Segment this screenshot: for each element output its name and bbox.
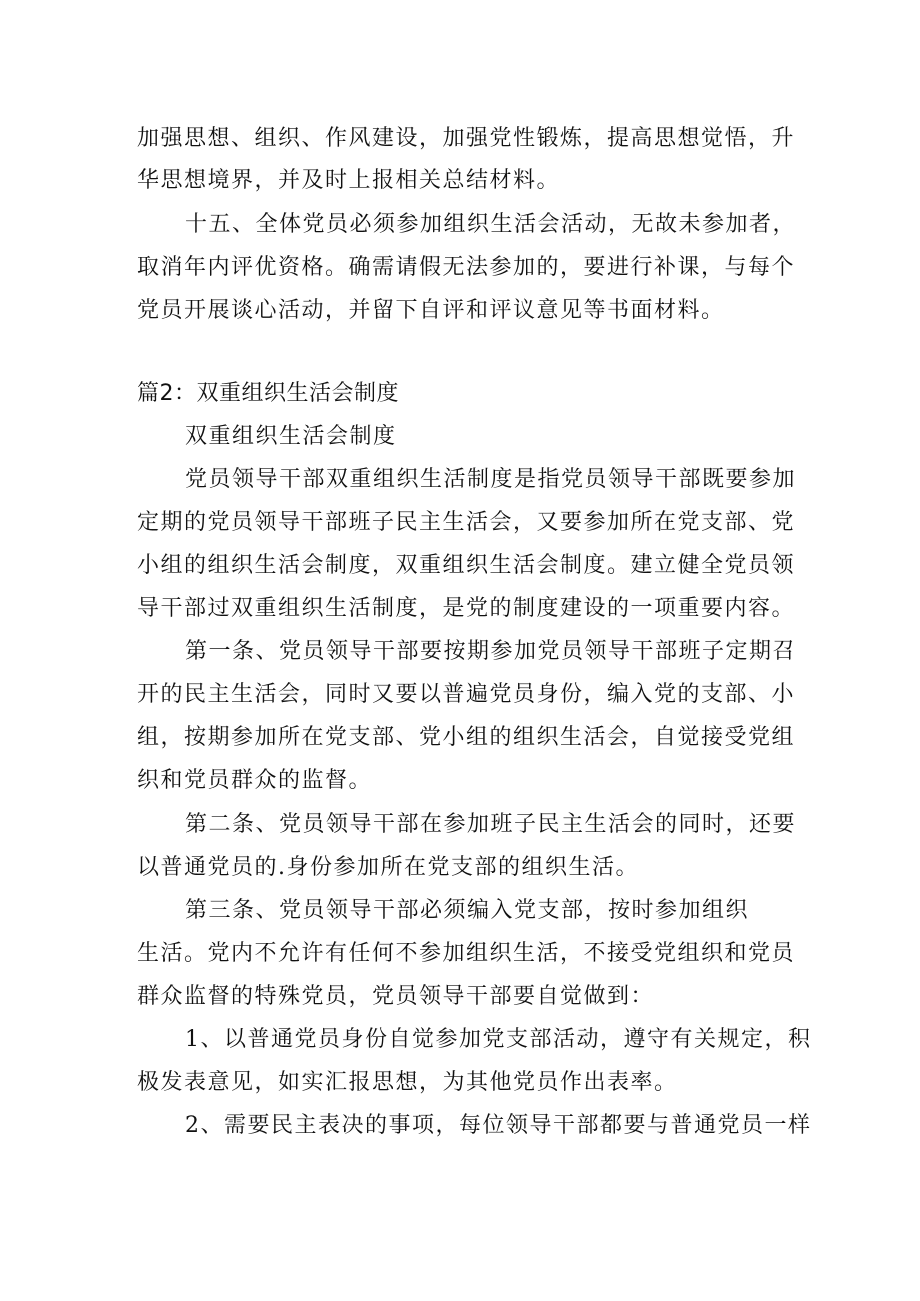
text-line: 定期的党员领导干部班子民主生活会，又要参加所在党支部、党 [137, 510, 796, 535]
text-line: 十五、全体党员必须参加组织生活会活动，无故未参加者， [185, 212, 797, 237]
text-line: 群众监督的特殊党员，党员领导干部要自觉做到： [137, 984, 655, 1009]
section-heading: 篇2：双重组织生活会制度 [137, 381, 399, 406]
text-line: 极发表意见，如实汇报思想，为其他党员作出表率。 [137, 1070, 678, 1095]
text-line: 党员开展谈心活动，并留下自评和评议意见等书面材料。 [137, 298, 725, 323]
text-line: 小组的组织生活会制度，双重组织生活会制度。建立健全党员领 [137, 553, 796, 578]
text-line: 2、需要民主表决的事项，每位领导干部都要与普通党员一样 [185, 1113, 812, 1138]
text-line: 党员领导干部双重组织生活制度是指党员领导干部既要参加 [185, 467, 797, 492]
text-line: 组，按期参加所在党支部、党小组的组织生活会，自觉接受党组 [137, 725, 796, 750]
text-line: 织和党员群众的监督。 [137, 768, 373, 793]
section-subtitle: 双重组织生活会制度 [185, 424, 397, 449]
text-line: 1、以普通党员身份自觉参加党支部活动，遵守有关规定，积 [185, 1027, 812, 1052]
text-line: 导干部过双重组织生活制度，是党的制度建设的一项重要内容。 [137, 596, 796, 621]
text-line: 以普通党员的.身份参加所在党支部的组织生活。 [137, 855, 639, 880]
text-line: 生活。党内不允许有任何不参加组织生活，不接受党组织和党员 [137, 941, 796, 966]
text-line: 开的民主生活会，同时又要以普遍党员身份，编入党的支部、小 [137, 682, 796, 707]
text-line: 第三条、党员领导干部必须编入党支部，按时参加组织 [185, 898, 750, 923]
text-line: 华思想境界，并及时上报相关总结材料。 [137, 168, 561, 193]
text-line: 取消年内评优资格。确需请假无法参加的，要进行补课，与每个 [137, 255, 796, 280]
text-line: 加强思想、组织、作风建设，加强党性锻炼，提高思想觉悟，升 [137, 126, 796, 151]
text-line: 第二条、党员领导干部在参加班子民主生活会的同时，还要 [185, 812, 797, 837]
text-line: 第一条、党员领导干部要按期参加党员领导干部班子定期召 [185, 639, 797, 664]
